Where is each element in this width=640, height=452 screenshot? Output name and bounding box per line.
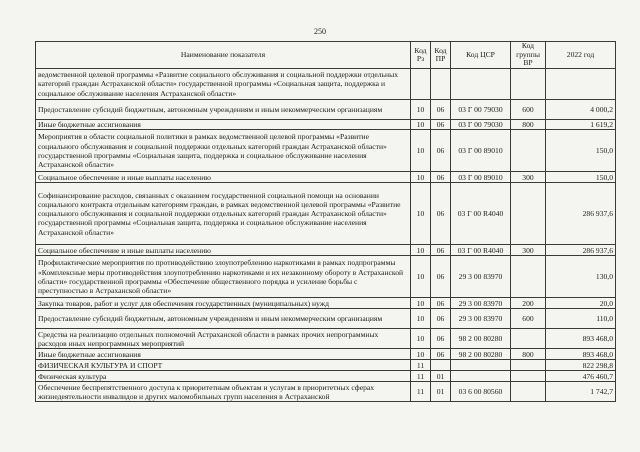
cell-csr: 03 Г 00 79030 <box>451 100 511 120</box>
cell-pr: 06 <box>431 245 451 256</box>
header-csr: Код ЦСР <box>451 42 511 69</box>
cell-vr <box>511 256 546 298</box>
cell-pr: 06 <box>431 298 451 309</box>
cell-csr: 03 Г 00 R4040 <box>451 183 511 245</box>
cell-pr: 06 <box>431 120 451 130</box>
cell-rz: 10 <box>411 172 431 183</box>
cell-name: Физическая культура <box>36 371 411 382</box>
cell-rz: 10 <box>411 245 431 256</box>
table-row <box>36 349 616 360</box>
cell-name: Средства на реализацию отдельных полномочий Астраханской области в рамках прочих непрограммных расходов иных непрограммных мероприятий <box>36 329 411 349</box>
cell-pr: 06 <box>431 329 451 349</box>
cell-csr: 29 3 00 83970 <box>451 256 511 298</box>
cell-csr: 29 3 00 83970 <box>451 298 511 309</box>
table-row <box>36 100 616 120</box>
cell-sum: 150,0 <box>546 172 616 183</box>
cell-name: Предоставление субсидий бюджетным, автономным учреждениям и иным некоммерческим организациям <box>36 309 411 329</box>
cell-csr <box>451 371 511 382</box>
cell-name: ФИЗИЧЕСКАЯ КУЛЬТУРА И СПОРТ <box>36 360 411 371</box>
cell-name: Профилактические мероприятия по противодействию злоупотреблению наркотиками в рамках подпрограммы «Комплексные меры противодействия злоупотреблению наркотиками и их незаконному обороту в Астраханской области» государственной программы «Обеспечение общественного порядка и усиление борьбы с преступностью в Астраханской области» <box>36 256 411 298</box>
cell-sum: 893 468,0 <box>546 349 616 360</box>
cell-name: Закупка товаров, работ и услуг для обеспечения государственных (муниципальных) нужд <box>36 298 411 309</box>
cell-csr: 03 Г 00 79030 <box>451 120 511 130</box>
cell-pr: 06 <box>431 172 451 183</box>
cell-sum: 130,0 <box>546 256 616 298</box>
cell-rz: 10 <box>411 183 431 245</box>
cell-rz: 10 <box>411 100 431 120</box>
header-name: Наименование показателя <box>36 42 411 69</box>
cell-vr: 200 <box>511 298 546 309</box>
cell-vr <box>511 371 546 382</box>
cell-sum: 110,0 <box>546 309 616 329</box>
table-row <box>36 183 616 245</box>
cell-rz <box>411 69 431 100</box>
cell-sum: 20,0 <box>546 298 616 309</box>
header-pr: Код ПР <box>431 42 451 69</box>
cell-pr: 06 <box>431 256 451 298</box>
cell-csr: 03 Г 00 89010 <box>451 172 511 183</box>
table-row <box>36 256 616 298</box>
header-vr: Код группы ВР <box>511 42 546 69</box>
cell-name: Социальное обеспечение и иные выплаты населению <box>36 172 411 183</box>
cell-rz: 10 <box>411 120 431 130</box>
table-row <box>36 120 616 130</box>
cell-rz: 10 <box>411 130 431 172</box>
cell-csr <box>451 69 511 100</box>
cell-csr: 03 Г 00 89010 <box>451 130 511 172</box>
cell-vr: 800 <box>511 349 546 360</box>
cell-vr: 600 <box>511 100 546 120</box>
cell-name: Социальное обеспечение и иные выплаты населению <box>36 245 411 256</box>
cell-name: Мероприятия в области социальной политики в рамках ведомственной целевой программы «Развитие социального обслуживания и социальной поддержки отдельных категорий граждан Астраханской области» государственной программы «Социальная защита, поддержка и социальное обслуживание населения Астраханской области» <box>36 130 411 172</box>
cell-vr <box>511 360 546 371</box>
page-number: 250 <box>314 27 326 36</box>
cell-name: Софинансирование расходов, связанных с оказанием государственной социальной помощи на основании социального контракта отдельным категориям граждан, в рамках ведомственной целевой программы «Развитие социального обслуживания и социальной поддержки отдельных категорий граждан Астраханской области» государственной программы «Социальная защита, поддержка и социальное обслуживание населения Астраханской области» <box>36 183 411 245</box>
header-rz: Код Рз <box>411 42 431 69</box>
cell-pr: 06 <box>431 130 451 172</box>
cell-vr <box>511 183 546 245</box>
cell-rz: 10 <box>411 349 431 360</box>
cell-vr: 800 <box>511 120 546 130</box>
cell-pr: 06 <box>431 349 451 360</box>
cell-pr: 06 <box>431 183 451 245</box>
cell-vr <box>511 69 546 100</box>
cell-rz: 10 <box>411 256 431 298</box>
cell-rz: 11 <box>411 382 431 402</box>
cell-sum: 1 619,2 <box>546 120 616 130</box>
cell-vr: 300 <box>511 245 546 256</box>
cell-name: Иные бюджетные ассигнования <box>36 120 411 130</box>
cell-name: ведомственной целевой программы «Развитие социального обслуживания и социальной поддержки отдельных категорий граждан Астраханской области» государственной программы «Социальная защита, поддержка и социальное обслуживание населения Астраханской области» <box>36 69 411 100</box>
cell-csr: 98 2 00 80280 <box>451 329 511 349</box>
cell-vr <box>511 329 546 349</box>
cell-csr: 29 3 00 83970 <box>451 309 511 329</box>
cell-pr: 06 <box>431 100 451 120</box>
cell-name: Обеспечение беспрепятственного доступа к приоритетным объектам и услугам в приоритетных сферах жизнедеятельности инвалидов и других маломобильных групп населения в Астраханской <box>36 382 411 402</box>
cell-sum: 893 468,0 <box>546 329 616 349</box>
cell-pr: 06 <box>431 309 451 329</box>
cell-rz: 11 <box>411 371 431 382</box>
cell-csr: 03 Г 00 R4040 <box>451 245 511 256</box>
cell-sum: 1 742,7 <box>546 382 616 402</box>
cell-sum: 822 298,8 <box>546 360 616 371</box>
cell-vr: 600 <box>511 309 546 329</box>
table-row <box>36 298 616 309</box>
table-row <box>36 309 616 329</box>
table-row <box>36 130 616 172</box>
cell-pr: 01 <box>431 371 451 382</box>
cell-sum: 286 937,6 <box>546 245 616 256</box>
cell-rz: 10 <box>411 309 431 329</box>
cell-rz: 11 <box>411 360 431 371</box>
cell-csr: 03 6 00 80560 <box>451 382 511 402</box>
table-row <box>36 382 616 402</box>
header-year: 2022 год <box>546 42 616 69</box>
cell-sum: 476 460,7 <box>546 371 616 382</box>
cell-vr <box>511 130 546 172</box>
budget-table <box>35 41 616 402</box>
cell-csr <box>451 360 511 371</box>
table-row <box>36 371 616 382</box>
cell-sum: 150,0 <box>546 130 616 172</box>
cell-rz: 10 <box>411 329 431 349</box>
cell-pr: 01 <box>431 382 451 402</box>
table-row <box>36 329 616 349</box>
cell-sum: 286 937,6 <box>546 183 616 245</box>
cell-name: Предоставление субсидий бюджетным, автономным учреждениям и иным некоммерческим организациям <box>36 100 411 120</box>
cell-name: Иные бюджетные ассигнования <box>36 349 411 360</box>
table-row <box>36 69 616 100</box>
table-row <box>36 172 616 183</box>
cell-pr <box>431 360 451 371</box>
cell-sum: 4 000,2 <box>546 100 616 120</box>
cell-vr <box>511 382 546 402</box>
header-row <box>36 42 616 69</box>
cell-pr <box>431 69 451 100</box>
table-body <box>36 69 616 402</box>
cell-vr: 300 <box>511 172 546 183</box>
cell-rz: 10 <box>411 298 431 309</box>
table-row <box>36 360 616 371</box>
table-row <box>36 245 616 256</box>
cell-sum <box>546 69 616 100</box>
cell-csr: 98 2 00 80280 <box>451 349 511 360</box>
